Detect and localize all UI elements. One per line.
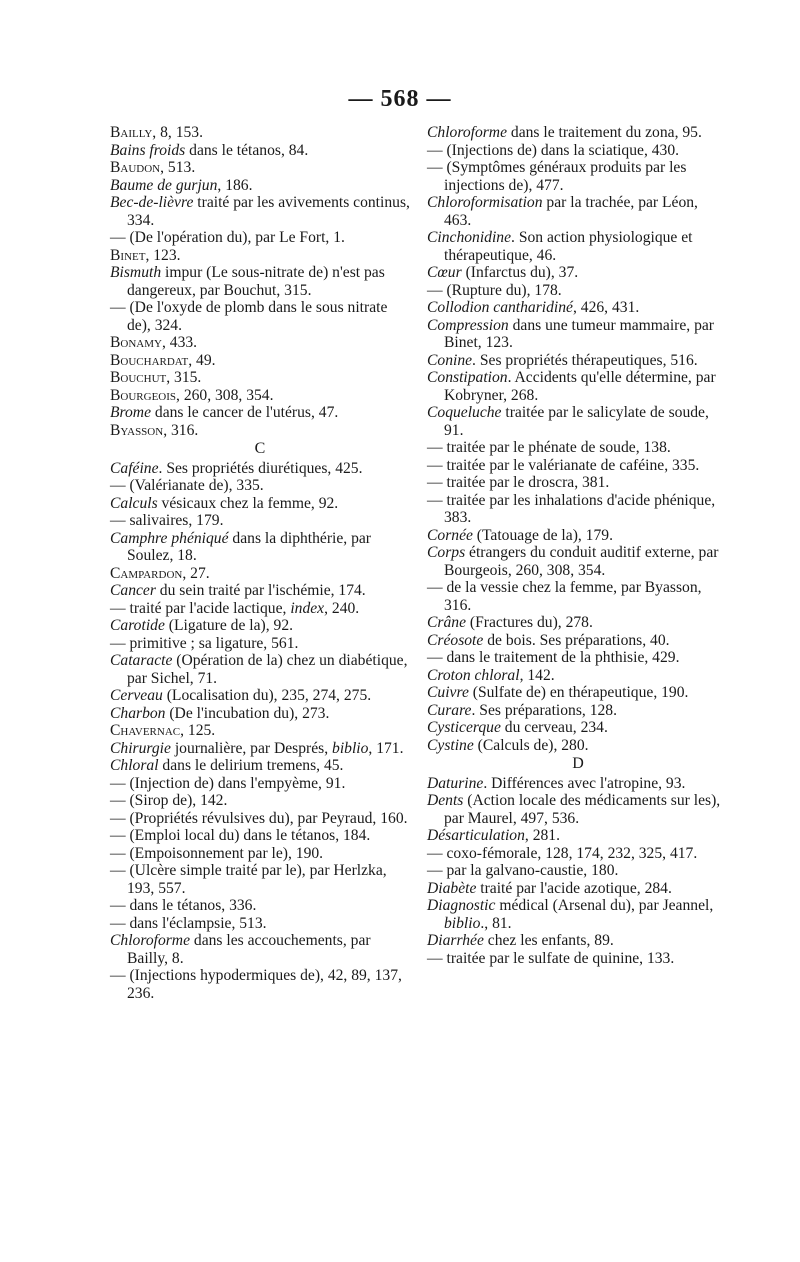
index-entry: Bains froids dans le tétanos, 84. — [110, 141, 309, 159]
index-entry: — (Empoisonnement par le), 190. — [110, 844, 324, 862]
index-entry: Conine. Ses propriétés thérapeutiques, 516. — [427, 351, 698, 369]
index-entry: Chloroformisation par la trachée, par Léon, 463. — [427, 194, 698, 229]
index-entry: Bouchut, 315. — [110, 369, 202, 386]
index-entry: Chloroforme dans les accouchements, par Bailly, 8. — [110, 932, 371, 967]
index-entry: Diagnostic médical (Arsenal du), par Jeannel, biblio., 81. — [427, 897, 714, 932]
index-entry: Baudon, 513. — [110, 159, 196, 176]
index-entry: Cerveau (Localisation du), 235, 274, 275. — [110, 687, 372, 704]
index-entry: Chloroforme dans le traitement du zona, 95. — [427, 124, 702, 141]
index-entry: — de la vessie chez la femme, par Byasson, 316. — [427, 579, 702, 614]
index-entry: Collodion cantharidiné, 426, 431. — [427, 299, 640, 316]
page-number: — 568 — — [348, 86, 452, 112]
index-entry: Cuivre (Sulfate de) en thérapeutique, 190. — [427, 684, 689, 701]
index-entry: Cœur (Infarctus du), 37. — [427, 264, 579, 281]
index-entry: Byasson, 316. — [110, 421, 199, 439]
index-entry: Cornée (Tatouage de la), 179. — [427, 526, 613, 544]
index-entry: Camphre phéniqué dans la diphthérie, par Soulez, 18. — [110, 529, 371, 564]
index-entry: — coxo-fémorale, 128, 174, 232, 325, 417. — [427, 844, 698, 862]
index-entry: Cysticerque du cerveau, 234. — [427, 719, 608, 736]
index-entry: — (Rupture du), 178. — [427, 281, 562, 299]
index-entry: Compression dans une tumeur mammaire, par Binet, 123. — [427, 316, 714, 351]
index-entry: — (Symptômes généraux produits par les injections de), 477. — [427, 159, 687, 194]
right-index-column — [427, 124, 729, 967]
index-entry: Crâne (Fractures du), 278. — [427, 614, 593, 631]
index-entry: Bourgeois, 260, 308, 354. — [110, 386, 274, 404]
index-entry: Daturine. Différences avec l'atropine, 93. — [427, 774, 686, 792]
index-entry: — dans le tétanos, 336. — [110, 897, 257, 914]
index-entry: — traitée par le valérianate de caféine, 335. — [427, 456, 700, 474]
index-entry: Corps étrangers du conduit auditif externe, par Bourgeois, 260, 308, 354. — [427, 544, 719, 579]
index-entry: — (Ulcère simple traité par le), par Herlzka, 193, 557. — [110, 862, 387, 897]
section-letter: D — [572, 755, 584, 772]
index-entry: — dans le traitement de la phthisie, 429. — [427, 649, 680, 666]
index-entry: — (Injections hypodermiques de), 42, 89, 137, 236. — [110, 967, 402, 1002]
index-entry: — traitée par le phénate de soude, 138. — [427, 439, 671, 456]
index-entry: — traité par l'acide lactique, index, 240. — [110, 599, 360, 617]
index-entry: — (Propriétés révulsives du), par Peyraud, 160. — [110, 809, 408, 827]
index-entry: Désarticulation, 281. — [427, 827, 560, 844]
index-entry: Bec-de-lièvre traité par les avivements continus, 334. — [110, 194, 410, 229]
index-entry: Diarrhée chez les enfants, 89. — [427, 932, 614, 949]
index-entry: — salivaires, 179. — [110, 512, 224, 529]
index-entry: — par la galvano-caustie, 180. — [427, 862, 619, 879]
index-entry: Constipation. Accidents qu'elle détermine, par Kobryner, 268. — [427, 369, 716, 404]
index-entry: — traitée par les inhalations d'acide phénique, 383. — [427, 491, 716, 526]
index-entry: — (Valérianate de), 335. — [110, 477, 264, 494]
index-entry: Brome dans le cancer de l'utérus, 47. — [110, 404, 339, 421]
index-entry: Diabète traité par l'acide azotique, 284. — [427, 879, 672, 897]
index-entry: Binet, 123. — [110, 246, 181, 264]
index-entry: Calculs vésicaux chez la femme, 92. — [110, 494, 339, 512]
index-entry: Créosote de bois. Ses préparations, 40. — [427, 631, 670, 649]
index-entry: Caféine. Ses propriétés diurétiques, 425. — [110, 459, 363, 477]
index-entry: — (Injection de) dans l'empyème, 91. — [110, 774, 346, 792]
index-entry: Campardon, 27. — [110, 564, 210, 582]
index-entry: Carotide (Ligature de la), 92. — [110, 617, 294, 634]
index-entry: Charbon (De l'incubation du), 273. — [110, 704, 330, 722]
index-entry: — (Sirop de), 142. — [110, 792, 228, 809]
index-entry: — dans l'éclampsie, 513. — [110, 914, 267, 932]
index-entry: — (De l'opération du), par Le Fort, 1. — [110, 229, 345, 246]
index-entry: Chloral dans le delirium tremens, 45. — [110, 757, 344, 774]
index-entry: — primitive ; sa ligature, 561. — [110, 634, 299, 652]
index-entry: Curare. Ses préparations, 128. — [427, 701, 617, 719]
index-entry: — (Emploi local du) dans le tétanos, 184. — [110, 827, 371, 844]
index-entry: Dents (Action locale des médicaments sur les), par Maurel, 497, 536. — [427, 792, 721, 827]
index-entry: Baume de gurjun, 186. — [110, 176, 253, 194]
index-entry: — (Injections de) dans la sciatique, 430. — [427, 141, 680, 159]
index-entry: Bonamy, 433. — [110, 334, 198, 351]
index-entry: Chavernac, 125. — [110, 722, 216, 739]
index-entry: Cancer du sein traité par l'ischémie, 174. — [110, 582, 366, 599]
index-entry: Cataracte (Opération de la) chez un diabétique, par Sichel, 71. — [110, 652, 408, 687]
index-entry: Cystine (Calculs de), 280. — [427, 736, 589, 754]
index-entry: Bailly, 8, 153. — [110, 124, 203, 141]
index-entry: Coqueluche traitée par le salicylate de soude, 91. — [427, 404, 709, 439]
index-entry: Bismuth impur (Le sous-nitrate de) n'est pas dangereux, par Bouchut, 315. — [110, 264, 385, 299]
index-entry: Bouchardat, 49. — [110, 351, 216, 369]
left-index-column — [110, 124, 410, 1002]
index-entry: — traitée par le droscra, 381. — [427, 474, 610, 491]
section-letter: C — [254, 440, 266, 457]
index-entry: Chirurgie journalière, par Després, biblio, 171. — [110, 739, 404, 757]
index-entry: Croton chloral, 142. — [427, 666, 555, 684]
index-entry: Cinchonidine. Son action physiologique et thérapeutique, 46. — [427, 229, 693, 264]
index-entry: — traitée par le sulfate de quinine, 133. — [427, 949, 675, 967]
index-entry: — (De l'oxyde de plomb dans le sous nitrate de), 324. — [110, 299, 388, 334]
